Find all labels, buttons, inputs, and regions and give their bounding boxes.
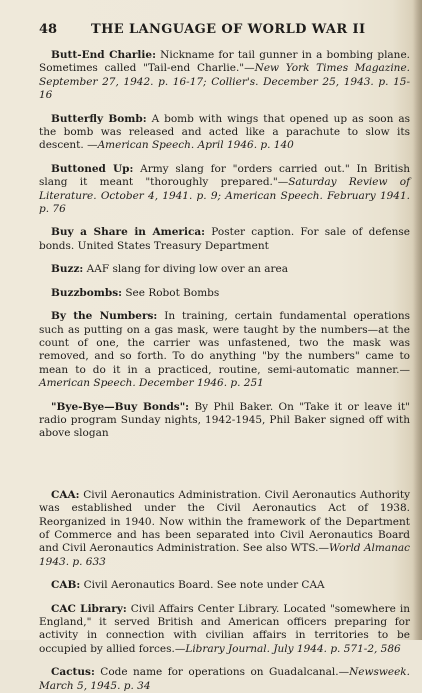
glossary-entry: Butt-End Charlie: Nickname for tail gunner in a bombing plane. Sometimes called "Tail-end Charlie."—New York Times Magazine. September 27, 1942. p. 16-17; Collier's. December 25, 1943. p. 15-16 bbox=[39, 49, 410, 102]
glossary-entry: Buzz: AAF slang for diving low over an area bbox=[51, 263, 288, 276]
glossary-entry: CAC Library: Civil Affairs Center Library. Located "somewhere in England," it served British and American officers preparing for activity in connection with civilian affairs in territories to be occupied by allied forces.—Library Journal. July 1944. p. 571-2, 586 bbox=[39, 602, 411, 655]
page-number: 48 bbox=[39, 22, 58, 37]
glossary-entry: Butterfly Bomb: A bomb with wings that opened up as soon as the bomb was released and acted like a parachute to slow its descent. —American Speech. April 1946. p. 140 bbox=[39, 112, 410, 152]
page-header bbox=[39, 22, 410, 37]
running-head: THE LANGUAGE OF WORLD WAR II bbox=[91, 22, 366, 37]
glossary-entry: By the Numbers: In training, certain fundamental operations such as putting on a gas mask, were taught by the numbers—at the count of one, the carrier was unfastened, two the mask was removed, and so forth. To do anything "by the numbers" came to mean to do it in a practiced, routine, semi-automatic manner.—American Speech. December 1946. p. 251 bbox=[39, 310, 410, 390]
glossary-entry: Buttoned Up: Army slang for "orders carried out." In British slang it meant "thoroughly prepared."—Saturday Review of Literature. October 4, 1941. p. 9; American Speech. February 1941. p. 76 bbox=[39, 162, 410, 216]
glossary-entry: Buzzbombs: See Robot Bombs bbox=[51, 286, 220, 299]
entries-b-section bbox=[39, 49, 410, 441]
glossary-entry: Buy a Share in America: Poster caption. For sale of defense bonds. United States Treasury Department bbox=[39, 226, 411, 252]
glossary-entry: "Bye-Bye—Buy Bonds": By Phil Baker. On "Take it or leave it" radio program Sunday nights, 1942-1945, Phil Baker signed off with above slogan bbox=[39, 400, 411, 440]
glossary-entry: CAA: Civil Aeronautics Administration. Civil Aeronautics Authority was established under the Civil Aeronautics Act of 1938. Reorganized in 1940. Now within the framework of the Department of Commerce and has been separated into Civil Aeronautics Board and Civil Aeronautics Administration. See also WTS.—World Almanac 1943. p. 633 bbox=[39, 488, 410, 568]
glossary-entry: Cactus: Code name for operations on Guadalcanal.—Newsweek. March 5, 1945. p. 34 bbox=[39, 666, 410, 692]
page-edge-shadow bbox=[412, 0, 422, 640]
glossary-entry: CAB: Civil Aeronautics Board. See note under CAA bbox=[51, 579, 325, 592]
entries-c-section bbox=[39, 489, 410, 693]
section-gap bbox=[39, 451, 410, 489]
